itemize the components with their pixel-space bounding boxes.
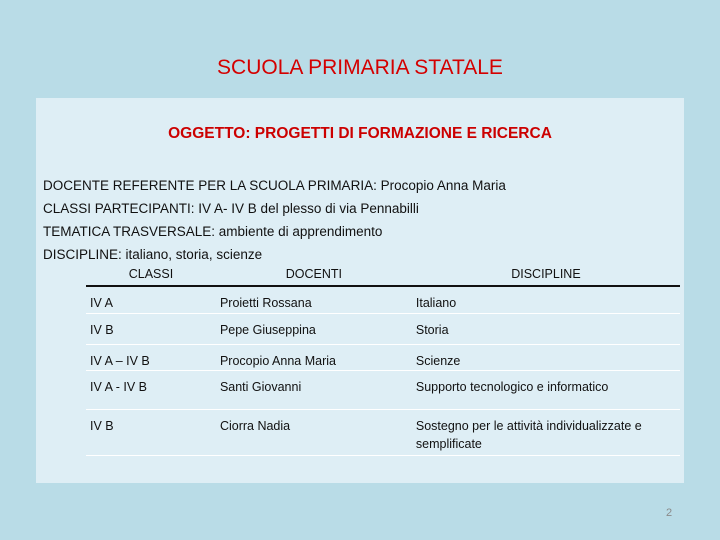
info-line-discipline: DISCIPLINE: italiano, storia, scienze — [43, 247, 263, 262]
cell-discipline: Storia — [412, 313, 680, 344]
table-row — [86, 286, 680, 313]
table-header-row — [86, 263, 680, 286]
cell-discipline: Italiano — [412, 286, 680, 313]
cell-discipline: Supporto tecnologico e informatico — [412, 370, 680, 409]
header-classi: CLASSI — [86, 263, 216, 286]
cell-classi: IV A – IV B — [86, 344, 216, 370]
cell-classi: IV A — [86, 286, 216, 313]
cell-classi: IV B — [86, 313, 216, 344]
cell-docenti: Proietti Rossana — [216, 286, 412, 313]
table-row — [86, 344, 680, 370]
table-row — [86, 409, 680, 455]
table-row — [86, 370, 680, 409]
header-discipline: DISCIPLINE — [412, 263, 680, 286]
cell-docenti: Pepe Giuseppina — [216, 313, 412, 344]
slide-title: SCUOLA PRIMARIA STATALE — [217, 56, 503, 79]
info-line-tematica: TEMATICA TRASVERSALE: ambiente di apprendimento — [43, 224, 383, 239]
info-line-classi: CLASSI PARTECIPANTI: IV A- IV B del plesso di via Pennabilli — [43, 201, 419, 216]
cell-docenti: Ciorra Nadia — [216, 409, 412, 455]
info-line-referente: DOCENTE REFERENTE PER LA SCUOLA PRIMARIA: Procopio Anna Maria — [43, 178, 506, 193]
cell-classi: IV A - IV B — [86, 370, 216, 409]
assignments-table — [86, 263, 680, 456]
table-row — [86, 313, 680, 344]
cell-docenti: Santi Giovanni — [216, 370, 412, 409]
info-block — [43, 174, 506, 266]
cell-docenti: Procopio Anna Maria — [216, 344, 412, 370]
cell-discipline: Sostegno per le attività individualizzate e semplificate — [412, 409, 680, 455]
cell-classi: IV B — [86, 409, 216, 455]
cell-discipline: Scienze — [412, 344, 680, 370]
header-docenti: DOCENTI — [216, 263, 412, 286]
subject-heading: OGGETTO: PROGETTI DI FORMAZIONE E RICERCA — [168, 125, 552, 142]
page-number: 2 — [666, 507, 673, 519]
